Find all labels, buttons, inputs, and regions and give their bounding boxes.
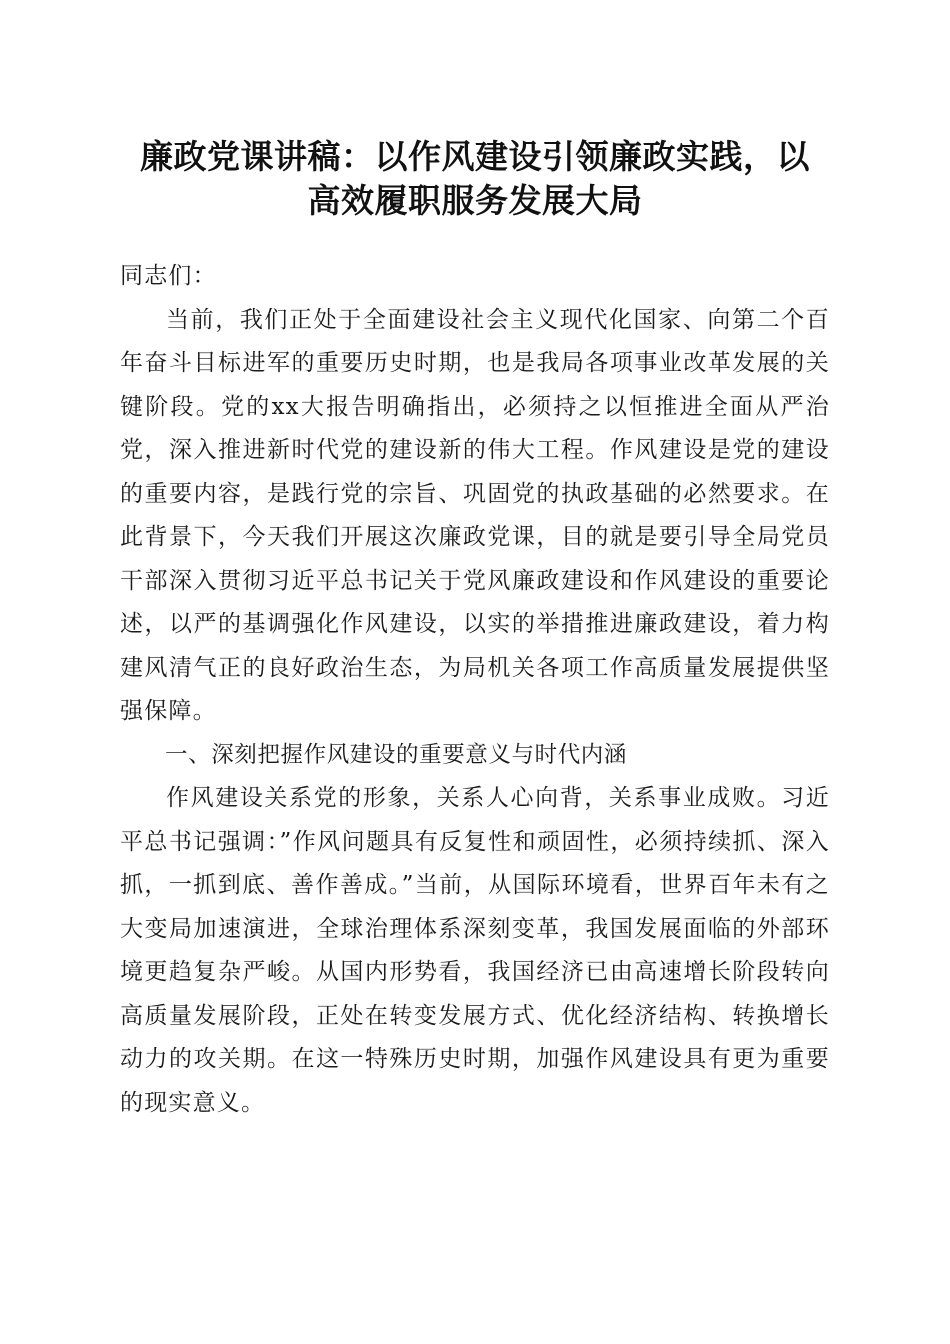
title-line-1: 廉政党课讲稿：以作风建设引领廉政实践，以 <box>140 137 810 176</box>
intro-paragraph: 当前，我们正处于全面建设社会主义现代化国家、向第二个百年奋斗目标进军的重要历史时期，也是我局各项事业改革发展的关键阶段。党的xx大报告明确指出，必须持之以恒推进全面从严治党，深入推进新时代党的建设新的伟大工程。作风建设是党的建设的重要内容，是践行党的宗旨、巩固党的执政基础的必然要求。在此背景下，今天我们开展这次廉政党课，目的就是要引导全局党员干部深入贯彻习近平总书记关于党风廉政建设和作风建设的重要论述，以严的基调强化作风建设，以实的举措推进廉政建设，着力构建风清气正的良好政治生态，为局机关各项工作高质量发展提供坚强保障。 <box>120 306 830 724</box>
document-title <box>110 135 840 223</box>
section-1-heading: 一、深刻把握作风建设的重要意义与时代内涵 <box>165 741 628 768</box>
document-body <box>120 255 830 1125</box>
salutation: 同志们： <box>120 263 217 289</box>
title-line-2: 高效履职服务发展大局 <box>307 181 643 220</box>
section-1-paragraph: 作风建设关系党的形象，关系人心向背，关系事业成败。习近平总书记强调：”作风问题具有反复性和顽固性，必须持续抓、深入抓，一抓到底、善作善成。”当前，从国际环境看，世界百年未有之大变局加速演进，全球治理体系深刻变革，我国发展面临的外部环境更趋复杂严峻。从国内形势看，我国经济已由高速增长阶段转向高质量发展阶段，正处在转变发展方式、优化经济结构、转换增长动力的攻关期。在这一特殊历史时期，加强作风建设具有更为重要的现实意义。 <box>120 785 830 1116</box>
